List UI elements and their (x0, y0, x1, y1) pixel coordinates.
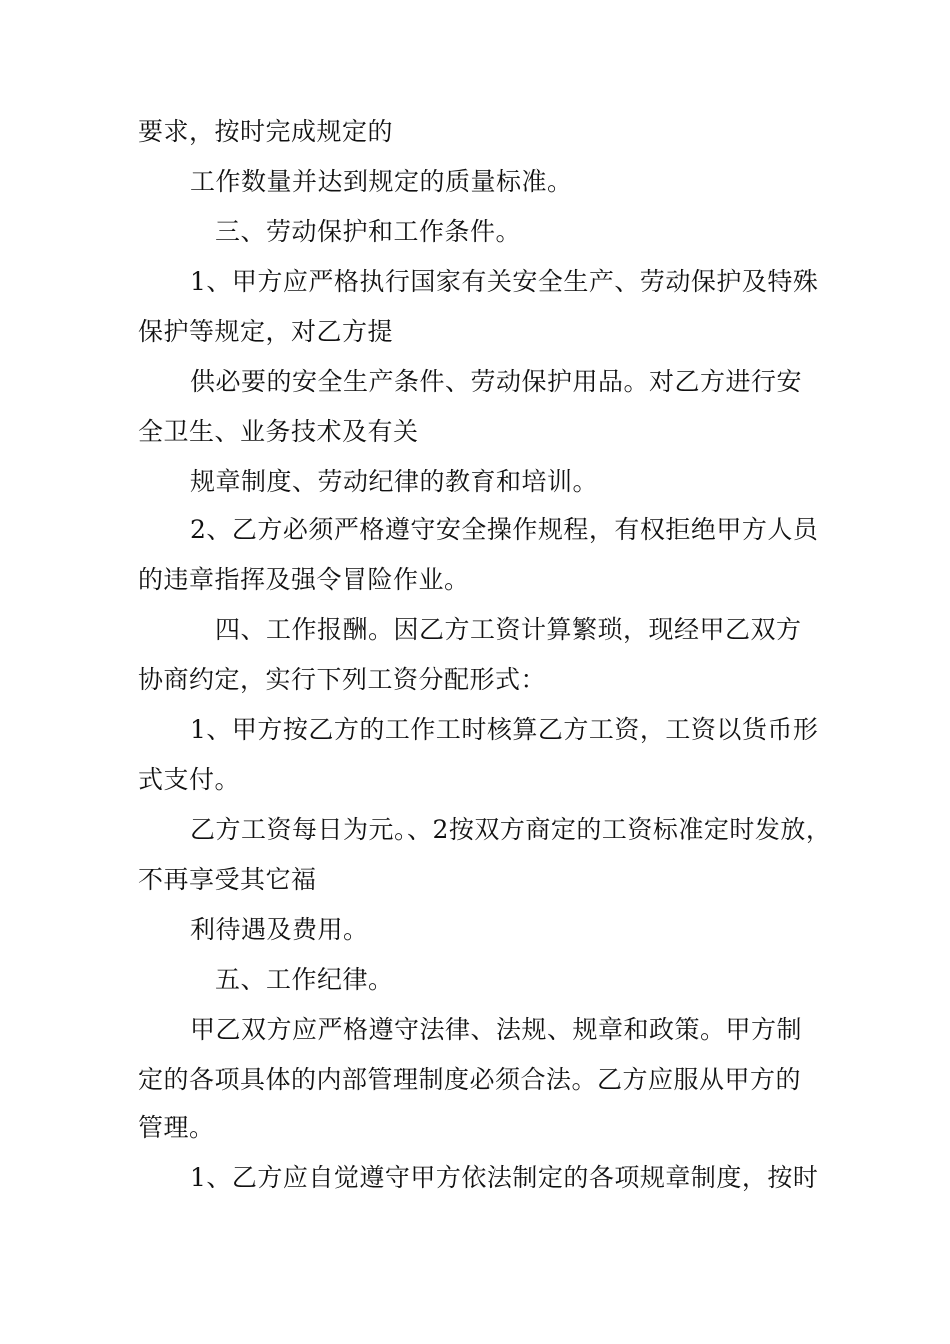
text-line: 规章制度、劳动纪律的教育和培训。 (190, 467, 599, 496)
text-line: 式支付。 (138, 765, 241, 794)
text-line: 1、乙方应自觉遵守甲方依法制定的各项规章制度，按时 (190, 1163, 819, 1192)
text-line: 要求，按时完成规定的 (138, 117, 394, 146)
text-line: 1、甲方按乙方的工作工时核算乙方工资，工资以货币形 (190, 715, 819, 744)
text-line: 甲乙双方应严格遵守法律、法规、规章和政策。甲方制 (190, 1015, 803, 1044)
text-line: 管理。 (138, 1113, 215, 1142)
text-line: 利待遇及费用。 (190, 915, 369, 944)
text-line: 的违章指挥及强令冒险作业。 (138, 565, 470, 594)
section-heading: 四、工作报酬。因乙方工资计算繁琐，现经甲乙双方 (215, 615, 802, 644)
text-line: 定的各项具体的内部管理制度必须合法。乙方应服从甲方的 (138, 1065, 802, 1094)
section-heading: 五、工作纪律。 (215, 965, 394, 994)
text-line: 乙方工资每日为元。、2按双方商定的工资标准定时发放， (190, 815, 832, 844)
section-heading: 三、劳动保护和工作条件。 (215, 217, 522, 246)
text-line: 协商约定，实行下列工资分配形式： (138, 665, 547, 694)
text-line: 1、甲方应严格执行国家有关安全生产、劳动保护及特殊 (190, 267, 819, 296)
text-line: 工作数量并达到规定的质量标准。 (190, 167, 573, 196)
text-line: 供必要的安全生产条件、劳动保护用品。对乙方进行安 (190, 367, 803, 396)
text-line: 保护等规定，对乙方提 (138, 317, 394, 346)
text-line: 不再享受其它福 (138, 865, 317, 894)
text-line: 全卫生、业务技术及有关 (138, 417, 419, 446)
text-line: 2、乙方必须严格遵守安全操作规程，有权拒绝甲方人员 (190, 515, 819, 544)
